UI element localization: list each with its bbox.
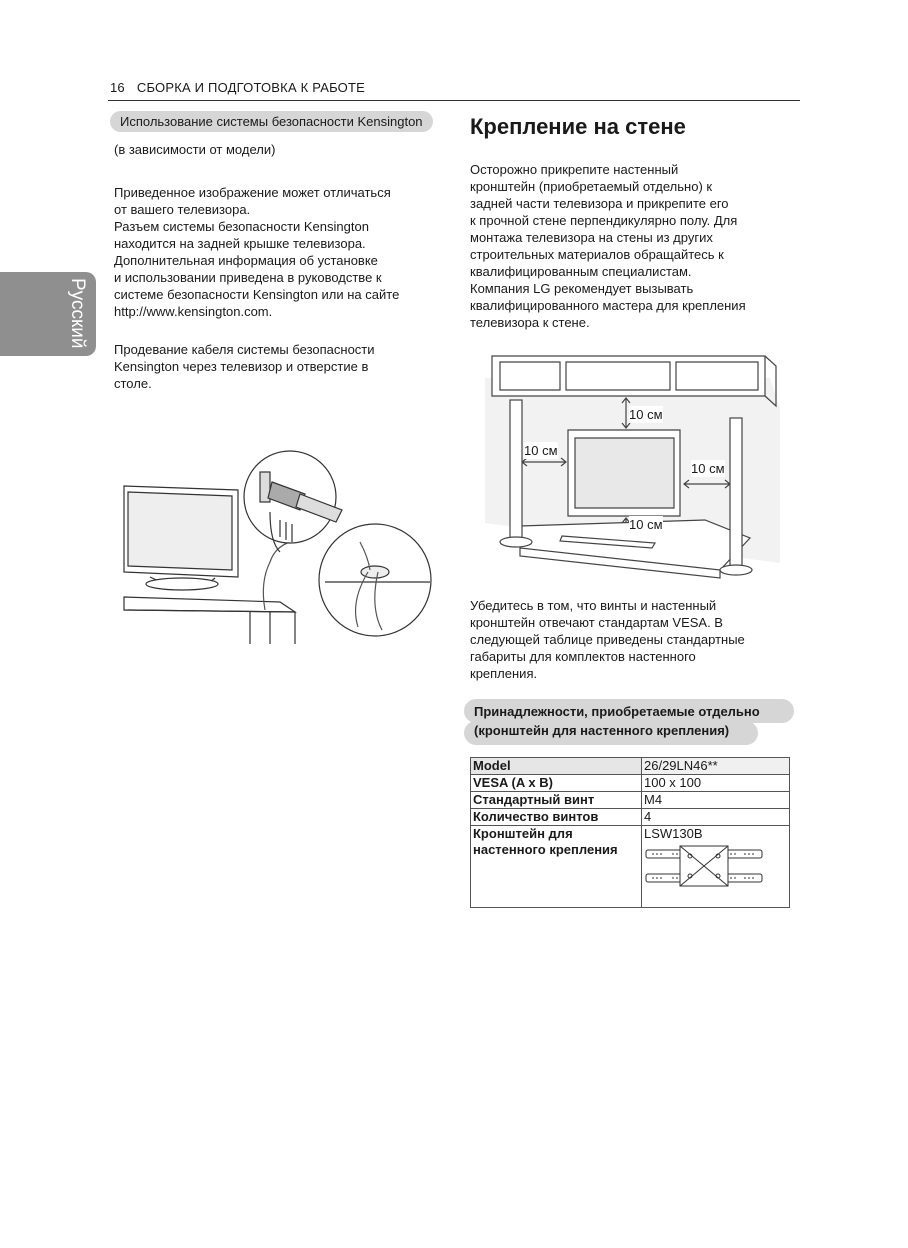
accessories-heading [464,697,794,745]
kensington-paragraph-1 [114,184,444,320]
vesa-spec-table [470,757,790,908]
table-value: M4 [642,792,790,809]
kensington-url: http://www.kensington.com. [114,304,273,319]
text-line: от вашего телевизора. [114,202,251,217]
language-tab-label: Русский [67,278,88,349]
clearance-bottom-label: 10 см [629,517,663,532]
text-line: Компания LG рекомендует вызывать [470,281,694,296]
table-key: Model [471,758,642,775]
room-drawing [480,348,790,580]
text-line: Осторожно прикрепите настенный [470,162,679,177]
wall-mount-paragraph-1 [470,161,790,331]
clearance-right-label: 10 см [691,461,725,476]
text-line: кронштейн (приобретаемый отдельно) к [470,179,713,194]
text-line: задней части телевизора и прикрепите его [470,196,729,211]
table-value: 100 x 100 [642,775,790,792]
table-row [471,758,790,775]
text-line: Убедитесь в том, что винты и настенный [470,598,717,613]
page-number: 16 [110,80,125,95]
bracket-cell [642,826,790,908]
text-line: квалифицированным специалистам. [470,264,692,279]
text-line: Продевание кабеля системы безопасности [114,342,375,357]
table-key: Количество винтов [471,809,642,826]
wall-mount-paragraph-2 [470,597,790,682]
accessories-heading-line-1: Принадлежности, приобретаемые отдельно [474,704,760,719]
text-line: Kensington через телевизор и отверстие в [114,359,369,374]
text-line: квалифицированного мастера для крепления [470,298,746,313]
text-line: строительных материалов обращайтесь к [470,247,724,262]
page-header [110,80,365,95]
kensington-paragraph-2 [114,341,444,392]
table-value: LSW130B [644,826,703,841]
table-key: VESA (A x B) [471,775,642,792]
wall-mount-diagram [480,348,790,580]
table-key: Кронштейн для настенного крепления [471,826,642,908]
text-line: телевизора к стене. [470,315,590,330]
accessories-heading-line-2: (кронштейн для настенного крепления) [474,723,730,738]
wall-mount-title: Крепление на стене [470,114,686,139]
language-tab [0,272,96,356]
header-rule [108,100,800,101]
table-row [471,792,790,809]
text-line: Приведенное изображение может отличаться [114,185,391,200]
text-line: и использовании приведена в руководстве к [114,270,382,285]
text-line: габариты для комплектов настенного [470,649,696,664]
table-row [471,809,790,826]
text-line: следующей таблице приведены стандартные [470,632,745,647]
clearance-left-label: 10 см [524,443,558,458]
kensington-illustration [120,432,440,647]
text-line: крепления. [470,666,538,681]
table-row [471,775,790,792]
text-line: к прочной стене перпендикулярно полу. Для [470,213,738,228]
table-row [471,826,790,908]
text-line: кронштейн отвечают стандартам VESA. В [470,615,723,630]
section-title: СБОРКА И ПОДГОТОВКА К РАБОТЕ [136,80,365,95]
wall-bracket-image [644,842,764,890]
text-line: столе. [114,376,152,391]
text-line: находится на задней крышке телевизора. [114,236,366,251]
text-line: монтажа телевизора на стены из других [470,230,713,245]
text-line: Разъем системы безопасности Kensington [114,219,369,234]
model-note: (в зависимости от модели) [114,142,276,157]
table-value: 4 [642,809,790,826]
text-line: системе безопасности Kensington или на сайте [114,287,400,302]
table-value: 26/29LN46** [642,758,790,775]
table-key: Стандартный винт [471,792,642,809]
text-line: Дополнительная информация об установке [114,253,378,268]
kensington-heading: Использование системы безопасности Kensington [110,111,433,132]
clearance-top-label: 10 см [629,407,663,422]
